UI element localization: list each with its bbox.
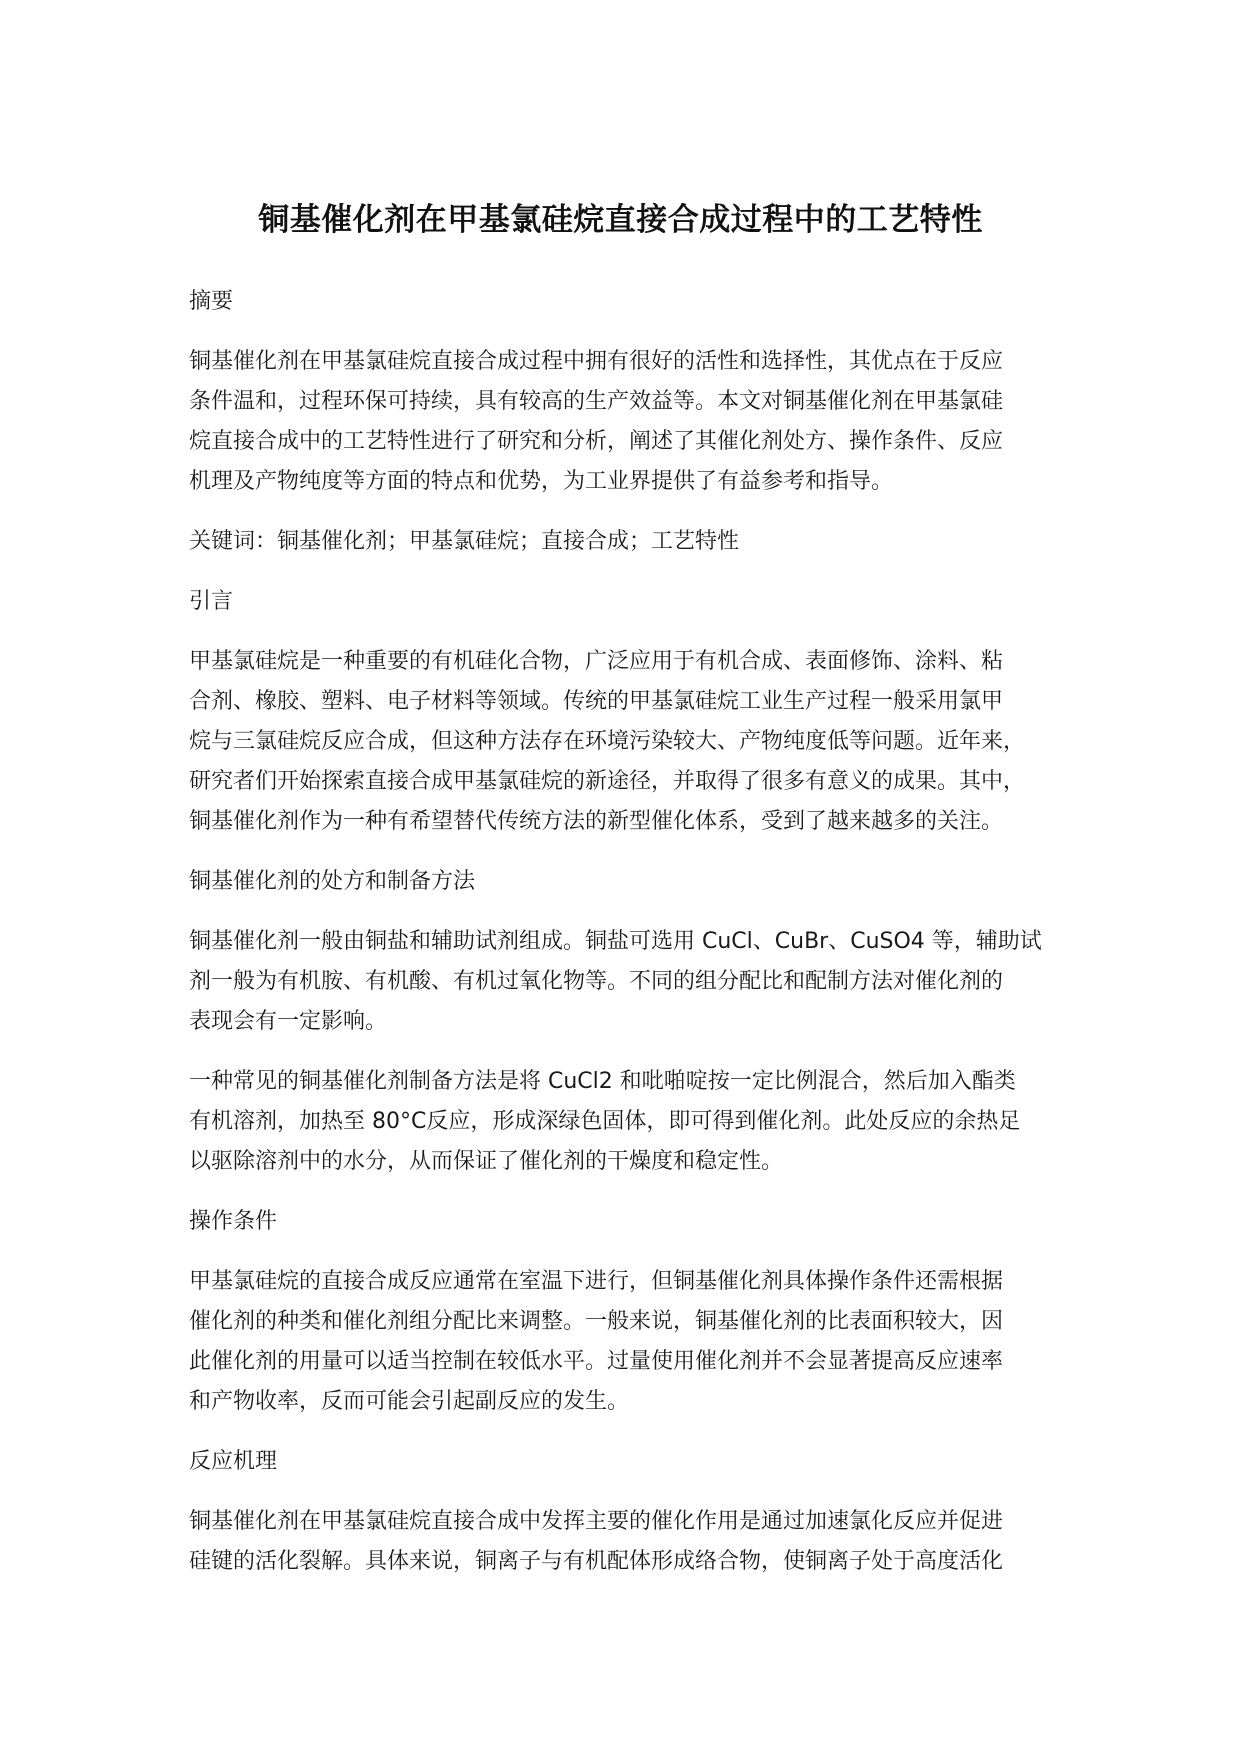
- paragraph-line: 催化剂的种类和催化剂组分配比来调整。一般来说，铜基催化剂的比表面积较大，因: [189, 1309, 1004, 1334]
- paragraph-spacer: [189, 1182, 1077, 1202]
- paragraph: [189, 1502, 1077, 1582]
- paragraph-line: 表现会有一定影响。: [189, 1009, 388, 1034]
- paragraph: [189, 642, 1077, 842]
- paragraph-line: 甲基氯硅烷是一种重要的有机硅化合物，广泛应用于有机合成、表面修饰、涂料、粘: [189, 649, 1004, 674]
- paragraph-line: 机理及产物纯度等方面的特点和优势，为工业界提供了有益参考和指导。: [189, 469, 894, 494]
- section-heading: 反应机理: [189, 1449, 278, 1474]
- paragraph-spacer: [189, 1242, 1077, 1262]
- paragraph-line: 研究者们开始探索直接合成甲基氯硅烷的新途径，并取得了很多有意义的成果。其中，: [189, 769, 1026, 794]
- paragraph-spacer: [189, 562, 1077, 582]
- paragraph-spacer: [189, 1042, 1077, 1062]
- paragraph: [189, 1262, 1077, 1422]
- paragraph-line: 条件温和，过程环保可持续，具有较高的生产效益等。本文对铜基催化剂在甲基氯硅: [189, 389, 1004, 414]
- paragraph-line: 烷直接合成中的工艺特性进行了研究和分析，阐述了其催化剂处方、操作条件、反应: [189, 429, 1004, 454]
- paragraph-line: 硅键的活化裂解。具体来说，铜离子与有机配体形成络合物，使铜离子处于高度活化: [189, 1549, 1004, 1574]
- paragraph: [189, 342, 1077, 502]
- section-heading: 引言: [189, 589, 234, 614]
- paragraph-spacer: [189, 1422, 1077, 1442]
- paragraph: [189, 1062, 1077, 1182]
- document-body: [189, 282, 1077, 1582]
- section-heading: 关键词：铜基催化剂；甲基氯硅烷；直接合成；工艺特性: [189, 529, 740, 554]
- paragraph-spacer: [189, 902, 1077, 922]
- paragraph-spacer: [189, 622, 1077, 642]
- paragraph-line: 以驱除溶剂中的水分，从而保证了催化剂的干燥度和稳定性。: [189, 1149, 784, 1174]
- paragraph-line: 铜基催化剂在甲基氯硅烷直接合成过程中拥有很好的活性和选择性，其优点在于反应: [189, 349, 1004, 374]
- section-heading: 铜基催化剂的处方和制备方法: [189, 869, 476, 894]
- paragraph-spacer: [189, 842, 1077, 862]
- paragraph-spacer: [189, 1482, 1077, 1502]
- paragraph-line: 烷与三氯硅烷反应合成，但这种方法存在环境污染较大、产物纯度低等问题。近年来，: [189, 729, 1026, 754]
- paragraph-line: 有机溶剂，加热至 80°C反应，形成深绿色固体，即可得到催化剂。此处反应的余热足: [189, 1109, 1021, 1134]
- paragraph: [189, 922, 1077, 1042]
- paragraph-line: 甲基氯硅烷的直接合成反应通常在室温下进行，但铜基催化剂具体操作条件还需根据: [189, 1269, 1004, 1294]
- paragraph-spacer: [189, 502, 1077, 522]
- paragraph-line: 合剂、橡胶、塑料、电子材料等领域。传统的甲基氯硅烷工业生产过程一般采用氯甲: [189, 689, 1004, 714]
- paragraph-line: 铜基催化剂一般由铜盐和辅助试剂组成。铜盐可选用 CuCl、CuBr、CuSO4 等，辅助试: [189, 929, 1042, 954]
- paragraph-line: 此催化剂的用量可以适当控制在较低水平。过量使用催化剂并不会显著提高反应速率: [189, 1349, 1004, 1374]
- section-heading: 操作条件: [189, 1209, 278, 1234]
- paragraph-line: 一种常见的铜基催化剂制备方法是将 CuCl2 和吡啪啶按一定比例混合，然后加入酯类: [189, 1069, 1016, 1094]
- paragraph-line: 和产物收率，反而可能会引起副反应的发生。: [189, 1389, 630, 1414]
- paragraph-line: 铜基催化剂作为一种有希望替代传统方法的新型催化体系，受到了越来越多的关注。: [189, 809, 1004, 834]
- paragraph-spacer: [189, 322, 1077, 342]
- document-title: 铜基催化剂在甲基氯硅烷直接合成过程中的工艺特性: [258, 201, 983, 238]
- section-heading: 摘要: [189, 289, 234, 314]
- paragraph-line: 剂一般为有机胺、有机酸、有机过氧化物等。不同的组分配比和配制方法对催化剂的: [189, 969, 1004, 994]
- paragraph-line: 铜基催化剂在甲基氯硅烷直接合成中发挥主要的催化作用是通过加速氯化反应并促进: [189, 1509, 1004, 1534]
